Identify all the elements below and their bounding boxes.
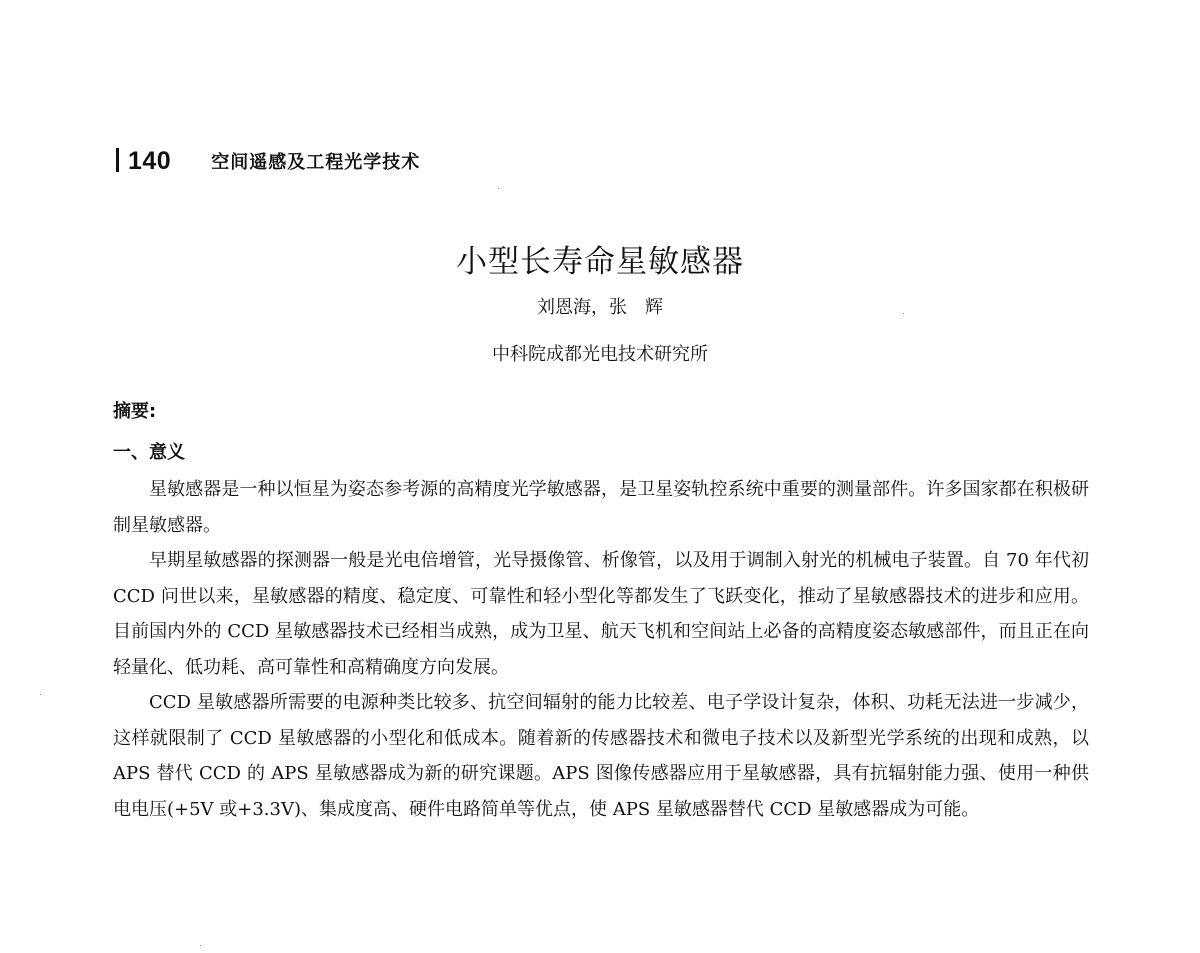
page-number-value: 140 — [128, 146, 172, 175]
journal-name: 空间遥感及工程光学技术 — [211, 152, 421, 173]
running-header — [116, 146, 420, 176]
scan-speck — [200, 945, 201, 946]
article-affiliation: 中科院成都光电技术研究所 — [492, 344, 708, 365]
paragraph: CCD 星敏感器所需要的电源种类比较多、抗空间辐射的能力比较差、电子学设计复杂，体积、功耗无法进一步减少，这样就限制了 CCD 星敏感器的小型化和低成本。随着新的传感器技术和微电子技术以及新型光学系统的出现和成熟，以 APS 替代 CCD 的 APS 星敏感器成为新的研究课题。APS 图像传感器应用于星敏感器，具有抗辐射能力强、使用一种供电电压(+5V 或+3.3V)、集成度高、硬件电路简单等优点，使 APS 星敏感器替代 CCD 星敏感器成为可能。 — [113, 692, 1089, 820]
header-rule — [116, 148, 119, 172]
section-heading: 一、意义 — [113, 442, 185, 463]
paragraph: 星敏感器是一种以恒星为姿态参考源的高精度光学敏感器，是卫星姿轨控系统中重要的测量部件。许多国家都在积极研制星敏感器。 — [113, 479, 1089, 536]
article-title: 小型长寿命星敏感器 — [456, 244, 744, 280]
scan-speck — [40, 694, 41, 695]
abstract-label: 摘要: — [113, 401, 157, 422]
page-number — [116, 147, 171, 176]
scan-speck — [498, 188, 499, 189]
article-authors: 刘恩海，张 辉 — [537, 297, 663, 318]
scan-speck — [903, 313, 904, 314]
paragraph: 早期星敏感器的探测器一般是光电倍增管，光导摄像管、析像管，以及用于调制入射光的机械电子装置。自 70 年代初 CCD 问世以来，星敏感器的精度、稳定度、可靠性和轻小型化等都发生了飞跃变化，推动了星敏感器技术的进步和应用。目前国内外的 CCD 星敏感器技术已经相当成熟，成为卫星、航天飞机和空间站上必备的高精度姿态敏感部件，而且正在向轻量化、低功耗、高可靠性和高精确度方向发展。 — [113, 550, 1089, 678]
abstract-body — [113, 472, 1089, 827]
